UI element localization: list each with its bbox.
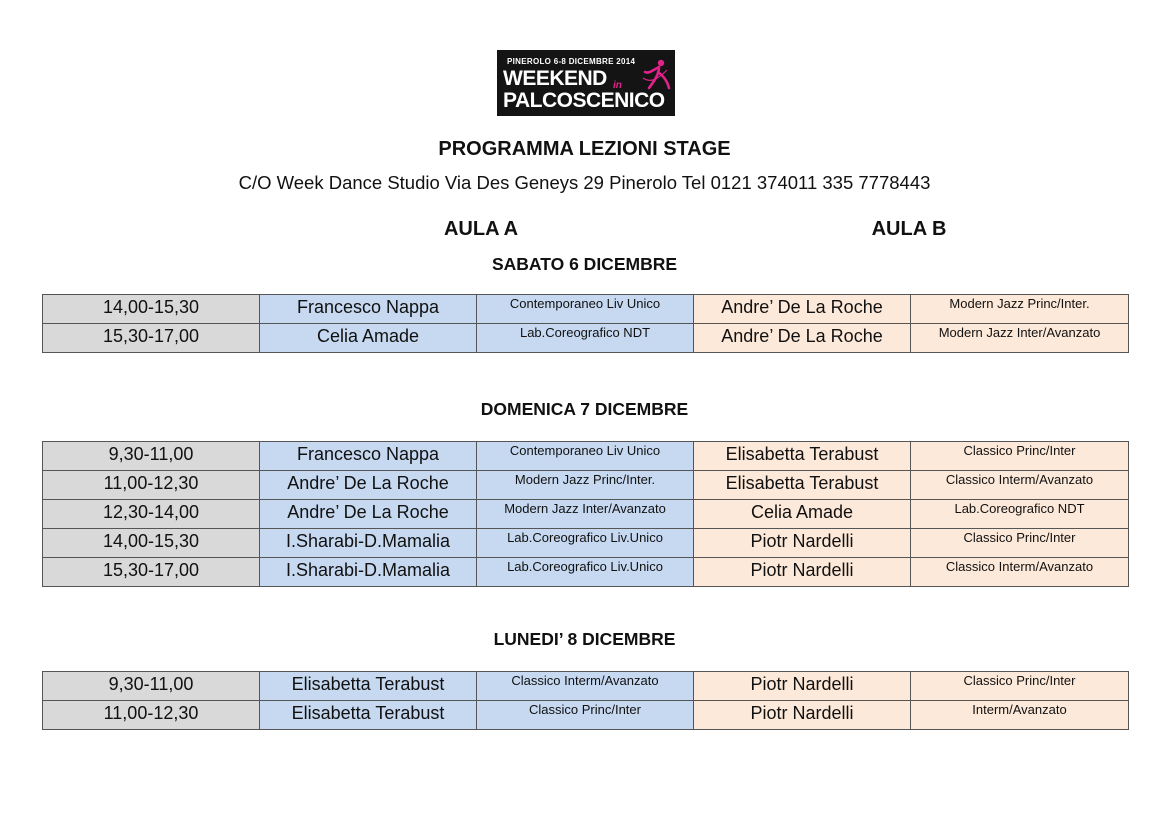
aula-b-lesson-cell: Classico Princ/Inter bbox=[911, 672, 1129, 701]
aula-b-lesson-cell: Modern Jazz Princ/Inter. bbox=[911, 295, 1129, 324]
table-row bbox=[43, 672, 1129, 701]
aula-a-teacher-cell: I.Sharabi-D.Mamalia bbox=[260, 558, 477, 587]
aula-a-teacher-cell: Elisabetta Terabust bbox=[260, 672, 477, 701]
aula-b-lesson-cell: Interm/Avanzato bbox=[911, 701, 1129, 730]
time-cell: 9,30-11,00 bbox=[43, 672, 260, 701]
aula-b-lesson-cell: Classico Princ/Inter bbox=[911, 529, 1129, 558]
aula-b-teacher-cell: Andre’ De La Roche bbox=[694, 295, 911, 324]
aula-b-lesson-cell: Classico Interm/Avanzato bbox=[911, 558, 1129, 587]
aula-a-lesson-cell: Modern Jazz Inter/Avanzato bbox=[477, 500, 694, 529]
logo-weekend-text: WEEKEND bbox=[503, 67, 607, 90]
aula-b-lesson-cell: Modern Jazz Inter/Avanzato bbox=[911, 324, 1129, 353]
aula-b-lesson-cell: Lab.Coreografico NDT bbox=[911, 500, 1129, 529]
time-cell: 12,30-14,00 bbox=[43, 500, 260, 529]
dancer-icon bbox=[637, 58, 671, 94]
logo-in-text: in bbox=[613, 80, 622, 91]
aula-b-teacher-cell: Piotr Nardelli bbox=[694, 701, 911, 730]
table-row bbox=[43, 442, 1129, 471]
table-row bbox=[43, 529, 1129, 558]
aula-a-lesson-cell: Lab.Coreografico NDT bbox=[477, 324, 694, 353]
aula-b-teacher-cell: Elisabetta Terabust bbox=[694, 471, 911, 500]
aula-b-heading: AULA B bbox=[871, 218, 947, 240]
table-row bbox=[43, 558, 1129, 587]
logo-date-line: PINEROLO 6-8 DICEMBRE 2014 bbox=[507, 57, 636, 66]
time-cell: 11,00-12,30 bbox=[43, 471, 260, 500]
time-cell: 11,00-12,30 bbox=[43, 701, 260, 730]
aula-a-lesson-cell: Classico Interm/Avanzato bbox=[477, 672, 694, 701]
event-logo bbox=[497, 50, 675, 116]
aula-b-teacher-cell: Piotr Nardelli bbox=[694, 529, 911, 558]
aula-b-teacher-cell: Elisabetta Terabust bbox=[694, 442, 911, 471]
aula-b-lesson-cell: Classico Princ/Inter bbox=[911, 442, 1129, 471]
schedule-table bbox=[42, 294, 1129, 353]
aula-b-teacher-cell: Andre’ De La Roche bbox=[694, 324, 911, 353]
time-cell: 9,30-11,00 bbox=[43, 442, 260, 471]
aula-a-heading: AULA A bbox=[443, 218, 519, 240]
aula-a-teacher-cell: I.Sharabi-D.Mamalia bbox=[260, 529, 477, 558]
logo-palcoscenico-text: PALCOSCENICO bbox=[503, 89, 665, 112]
aula-a-lesson-cell: Contemporaneo Liv Unico bbox=[477, 295, 694, 324]
aula-a-teacher-cell: Elisabetta Terabust bbox=[260, 701, 477, 730]
time-cell: 14,00-15,30 bbox=[43, 529, 260, 558]
aula-b-teacher-cell: Piotr Nardelli bbox=[694, 672, 911, 701]
time-cell: 15,30-17,00 bbox=[43, 324, 260, 353]
day-title: DOMENICA 7 DICEMBRE bbox=[480, 399, 689, 419]
aula-b-lesson-cell: Classico Interm/Avanzato bbox=[911, 471, 1129, 500]
aula-a-teacher-cell: Celia Amade bbox=[260, 324, 477, 353]
aula-a-lesson-cell: Classico Princ/Inter bbox=[477, 701, 694, 730]
aula-a-lesson-cell: Lab.Coreografico Liv.Unico bbox=[477, 558, 694, 587]
aula-a-teacher-cell: Andre’ De La Roche bbox=[260, 471, 477, 500]
table-row bbox=[43, 295, 1129, 324]
aula-a-teacher-cell: Andre’ De La Roche bbox=[260, 500, 477, 529]
aula-a-lesson-cell: Lab.Coreografico Liv.Unico bbox=[477, 529, 694, 558]
aula-a-lesson-cell: Modern Jazz Princ/Inter. bbox=[477, 471, 694, 500]
aula-a-teacher-cell: Francesco Nappa bbox=[260, 442, 477, 471]
table-row bbox=[43, 701, 1129, 730]
time-cell: 15,30-17,00 bbox=[43, 558, 260, 587]
table-row bbox=[43, 500, 1129, 529]
day-title: LUNEDI’ 8 DICEMBRE bbox=[493, 629, 676, 649]
aula-a-lesson-cell: Contemporaneo Liv Unico bbox=[477, 442, 694, 471]
venue-address: C/O Week Dance Studio Via Des Geneys 29 Pinerolo Tel 0121 374011 335 7778443 bbox=[238, 172, 931, 193]
schedule-table bbox=[42, 671, 1129, 730]
page-title: PROGRAMMA LEZIONI STAGE bbox=[438, 138, 731, 160]
day-title: SABATO 6 DICEMBRE bbox=[491, 254, 678, 274]
schedule-table bbox=[42, 441, 1129, 587]
aula-a-teacher-cell: Francesco Nappa bbox=[260, 295, 477, 324]
aula-b-teacher-cell: Piotr Nardelli bbox=[694, 558, 911, 587]
time-cell: 14,00-15,30 bbox=[43, 295, 260, 324]
table-row bbox=[43, 471, 1129, 500]
aula-b-teacher-cell: Celia Amade bbox=[694, 500, 911, 529]
table-row bbox=[43, 324, 1129, 353]
